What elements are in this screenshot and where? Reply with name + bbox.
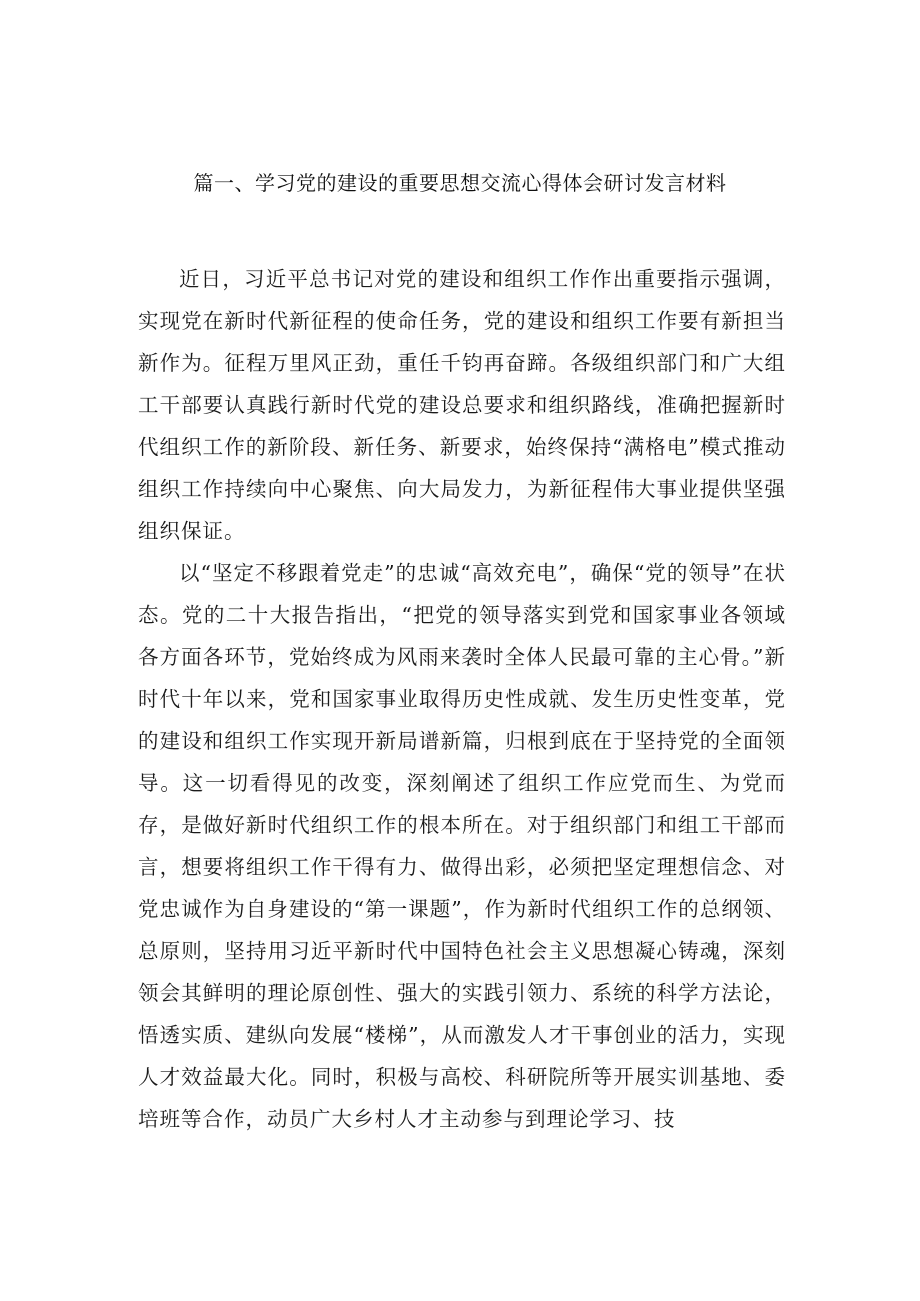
paragraph-1: 近日，习近平总书记对党的建设和组织工作作出重要指示强调，实现党在新时代新征程的使命任务，党的建设和组织工作要有新担当新作为。征程万里风正劲，重任千钧再奋蹄。各级组织部门和广大组工干部要认真践行新时代党的建设总要求和组织路线，准确把握新时代组织工作的新阶段、新任务、新要求，始终保持“满格电”模式推动组织工作持续向中心聚焦、向大局发力，为新征程伟大事业提供坚强组织保证。 xyxy=(138,267,786,543)
document-title: 篇一、学习党的建设的重要思想交流心得体会研讨发言材料 xyxy=(193,171,727,195)
document-body xyxy=(138,258,786,1140)
paragraph-2: 以“坚定不移跟着党走”的忠诚“高效充电”，确保“党的领导”在状态。党的二十大报告指出，“把党的领导落实到党和国家事业各领域各方面各环节，党始终成为风雨来袭时全体人民最可靠的主心骨。”新时代十年以来，党和国家事业取得历史性成就、发生历史性变革，党的建设和组织工作实现开新局谱新篇，归根到底在于坚持党的全面领导。这一切看得见的改变，深刻阐述了组织工作应党而生、为党而存，是做好新时代组织工作的根本所在。对于组织部门和组工干部而言，想要将组织工作干得有力、做得出彩，必须把坚定理想信念、对党忠诚作为自身建设的“第一课题”，作为新时代组织工作的总纲领、总原则，坚持用习近平新时代中国特色社会主义思想凝心铸魂，深刻领会其鲜明的理论原创性、强大的实践引领力、系统的科学方法论，悟透实质、建纵向发展“楼梯”，从而激发人才干事创业的活力，实现人才效益最大化。同时，积极与高校、科研院所等开展实训基地、委培班等合作，动员广大乡村人才主动参与到理论学习、技 xyxy=(138,561,786,1131)
